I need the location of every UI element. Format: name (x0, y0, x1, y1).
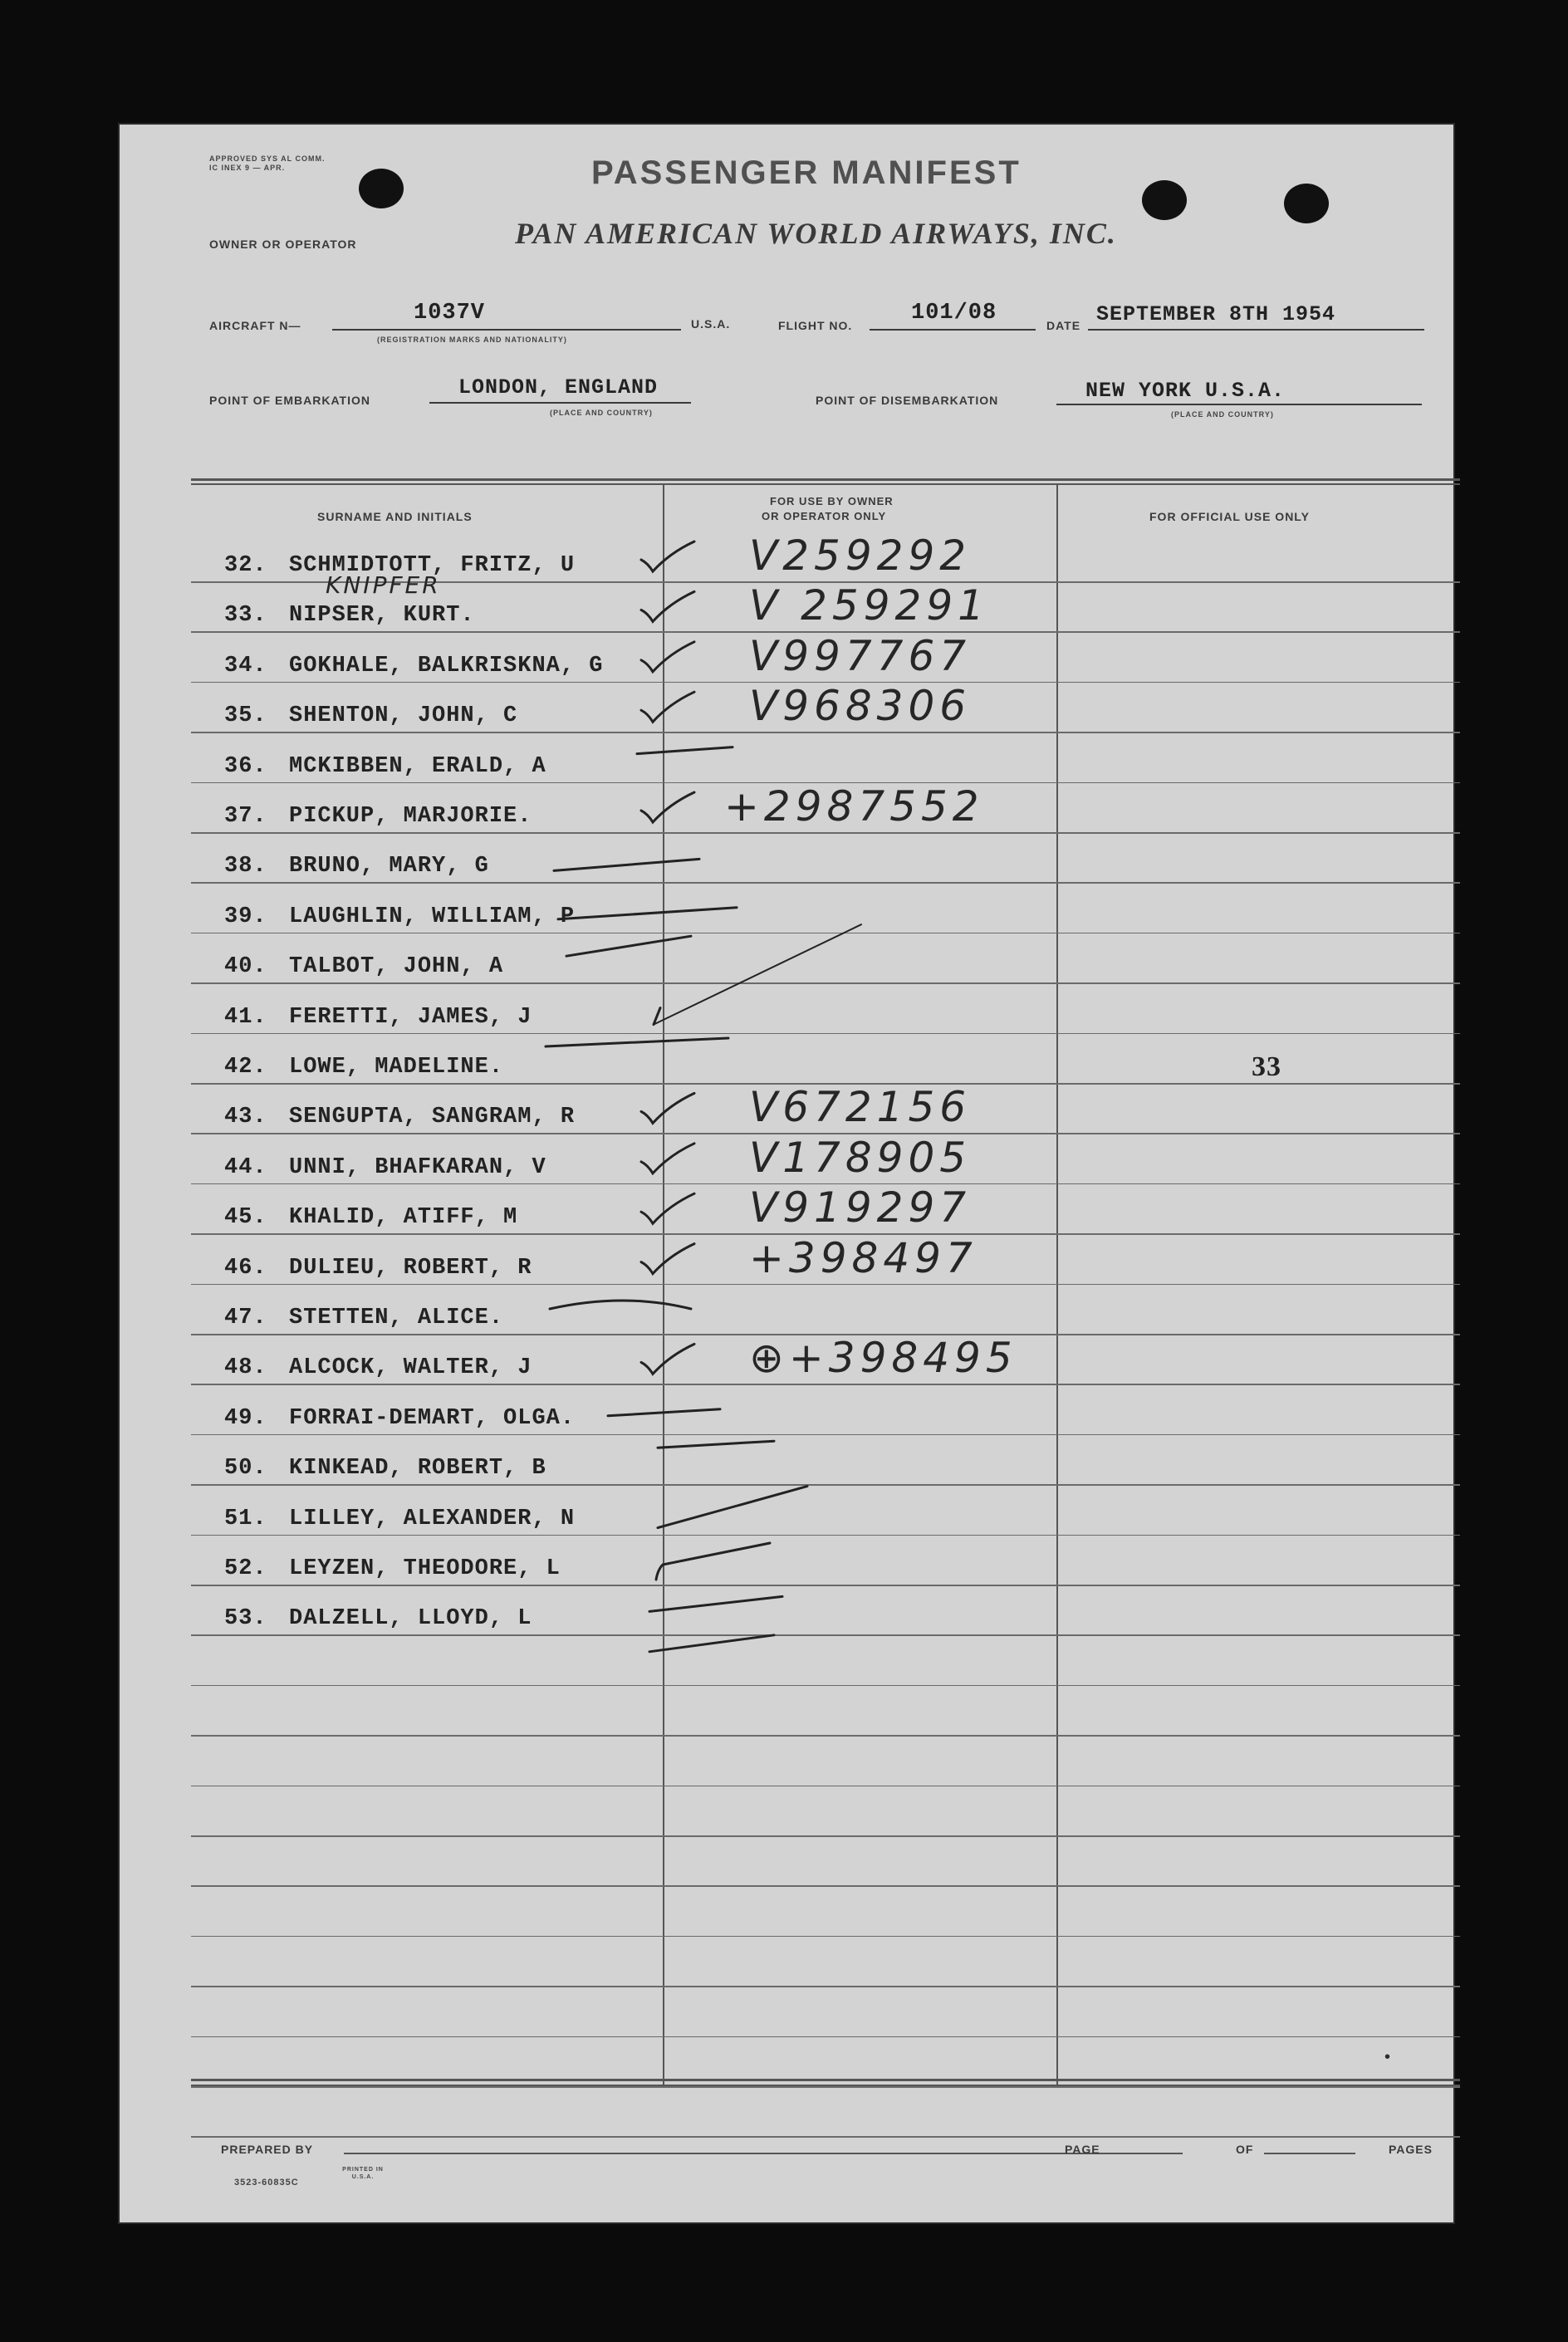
column-surname: SURNAME AND INITIALS (317, 510, 473, 523)
check-mark-icon (641, 1344, 694, 1374)
check-mark-icon (641, 792, 694, 822)
passenger-name: LOWE, MADELINE. (289, 1055, 504, 1080)
passenger-name: STETTEN, ALICE. (289, 1306, 504, 1330)
airline-name: PAN AMERICAN WORLD AIRWAYS, INC. (515, 217, 1117, 250)
document-number: V919297 (749, 1183, 972, 1232)
document-number: V672156 (749, 1083, 972, 1132)
passenger-number: 46. (224, 1255, 267, 1281)
passenger-number: 32. (224, 553, 267, 578)
passenger-name: SENGUPTA, SANGRAM, R (289, 1105, 576, 1130)
embark-label: POINT OF EMBARKATION (209, 394, 370, 407)
document-number: V 259291 (749, 581, 989, 630)
check-mark-icon (641, 642, 694, 672)
owner-label: OWNER OR OPERATOR (209, 238, 357, 251)
page-label: PAGE (1065, 2143, 1100, 2156)
prepared-by-label: PREPARED BY (221, 2143, 314, 2156)
passenger-name: SHENTON, JOHN, C (289, 703, 518, 729)
pen-dash (608, 1409, 720, 1416)
document-number: +398497 (749, 1233, 978, 1282)
passenger-number: 42. (224, 1055, 267, 1080)
page-title: PASSENGER MANIFEST (591, 154, 1022, 191)
pen-dash (546, 1038, 728, 1046)
passenger-name: UNNI, BHAFKARAN, V (289, 1154, 546, 1180)
aircraft-label: AIRCRAFT N— (209, 319, 301, 332)
passenger-name: LEYZEN, THEODORE, L (289, 1556, 561, 1581)
passenger-number: 48. (224, 1355, 267, 1381)
passenger-number: 53. (224, 1606, 267, 1632)
disembark-value: NEW YORK U.S.A. (1085, 379, 1286, 403)
usa-label: U.S.A. (691, 317, 731, 331)
passenger-number: 35. (224, 703, 267, 729)
passenger-name: KINKEAD, ROBERT, B (289, 1456, 546, 1482)
passenger-number: 50. (224, 1456, 267, 1482)
check-mark-icon (641, 1093, 694, 1123)
passenger-number: 45. (224, 1205, 267, 1231)
check-mark-icon (656, 1543, 770, 1580)
pen-dash (550, 1301, 691, 1309)
passenger-number: 38. (224, 854, 267, 879)
passenger-number: 34. (224, 653, 267, 679)
passenger-number: 51. (224, 1506, 267, 1531)
passenger-name: ALCOCK, WALTER, J (289, 1355, 532, 1381)
document-number: V259292 (749, 532, 972, 580)
disembark-sub: (PLACE AND COUNTRY) (1171, 410, 1274, 419)
passenger-name: DALZELL, LLOYD, L (289, 1606, 532, 1632)
pen-dash (649, 1635, 774, 1652)
passenger-name: DULIEU, ROBERT, R (289, 1255, 532, 1281)
printed-in: PRINTED IN U.S.A. (342, 2167, 384, 2180)
pen-dash (658, 1441, 774, 1448)
passenger-number: 39. (224, 904, 267, 929)
passenger-number: 37. (224, 804, 267, 829)
passenger-name: MCKIBBEN, ERALD, A (289, 753, 546, 779)
passenger-name: GOKHALE, BALKRISKNA, G (289, 653, 604, 679)
passenger-number: 40. (224, 954, 267, 980)
check-mark-icon (641, 1193, 694, 1223)
document-number: V178905 (749, 1133, 972, 1182)
embark-sub: (PLACE AND COUNTRY) (550, 409, 653, 417)
passenger-number: 44. (224, 1154, 267, 1180)
passenger-number: 33. (224, 603, 267, 629)
passenger-number: 49. (224, 1405, 267, 1431)
pen-dash (654, 924, 861, 1024)
document-number: V997767 (749, 631, 972, 680)
name-correction: KNIPFER (326, 571, 441, 600)
passenger-name: KHALID, ATIFF, M (289, 1205, 518, 1231)
passenger-number: 52. (224, 1556, 267, 1581)
passenger-number: 47. (224, 1306, 267, 1330)
aircraft-value: 1037V (414, 301, 486, 326)
disembark-label: POINT OF DISEMBARKATION (816, 394, 999, 407)
passenger-name: SCHMIDTOTT, FRITZ, U (289, 553, 576, 578)
form-number: 3523-60835C (234, 2178, 299, 2188)
flight-value: 101/08 (911, 301, 997, 326)
passenger-name: PICKUP, MARJORIE. (289, 804, 532, 829)
column-official-use: FOR OFFICIAL USE ONLY (1149, 510, 1310, 523)
pen-dash (554, 859, 699, 870)
of-label: OF (1236, 2143, 1254, 2156)
check-mark-icon (641, 692, 694, 722)
manifest-page (118, 123, 1455, 2224)
passenger-name: FORRAI-DEMART, OLGA. (289, 1405, 576, 1431)
document-number: ⊕+398495 (749, 1334, 1017, 1383)
passenger-name: LILLEY, ALEXANDER, N (289, 1506, 576, 1531)
pen-marks (118, 123, 1455, 2224)
pen-dash (566, 936, 691, 956)
passenger-name: LAUGHLIN, WILLIAM, P (289, 904, 576, 929)
date-value: SEPTEMBER 8TH 1954 (1096, 302, 1336, 326)
passenger-number: 41. (224, 1004, 267, 1030)
passenger-number: 43. (224, 1105, 267, 1130)
check-mark-icon (641, 1244, 694, 1274)
check-mark-icon (641, 1144, 694, 1173)
pen-dash (637, 747, 733, 754)
check-mark-icon (641, 591, 694, 621)
passenger-number: 36. (224, 753, 267, 779)
check-mark-icon (641, 541, 694, 571)
document-number: V968306 (749, 682, 972, 731)
official-count: 33 (1252, 1051, 1281, 1082)
embark-value: LONDON, ENGLAND (458, 375, 659, 399)
column-owner-use: OR OPERATOR ONLY (762, 510, 887, 522)
pen-dash (649, 1596, 782, 1611)
document-number: +2987552 (724, 782, 984, 830)
approval-stamp: APPROVED SYS AL COMM. IC INEX 9 — APR. (209, 154, 326, 172)
passenger-name: FERETTI, JAMES, J (289, 1004, 532, 1030)
date-label: DATE (1046, 319, 1081, 332)
pages-label: PAGES (1389, 2143, 1433, 2156)
pen-dash (558, 908, 737, 919)
mark-dot: • (1384, 2048, 1391, 2066)
aircraft-sub: (REGISTRATION MARKS AND NATIONALITY) (377, 336, 567, 344)
passenger-name: TALBOT, JOHN, A (289, 954, 504, 980)
passenger-name: BRUNO, MARY, G (289, 854, 489, 879)
passenger-name: NIPSER, KURT. (289, 603, 475, 629)
check-mark-icon (658, 1487, 807, 1528)
flight-label: FLIGHT NO. (778, 319, 853, 332)
column-owner-use: FOR USE BY OWNER (770, 495, 894, 507)
